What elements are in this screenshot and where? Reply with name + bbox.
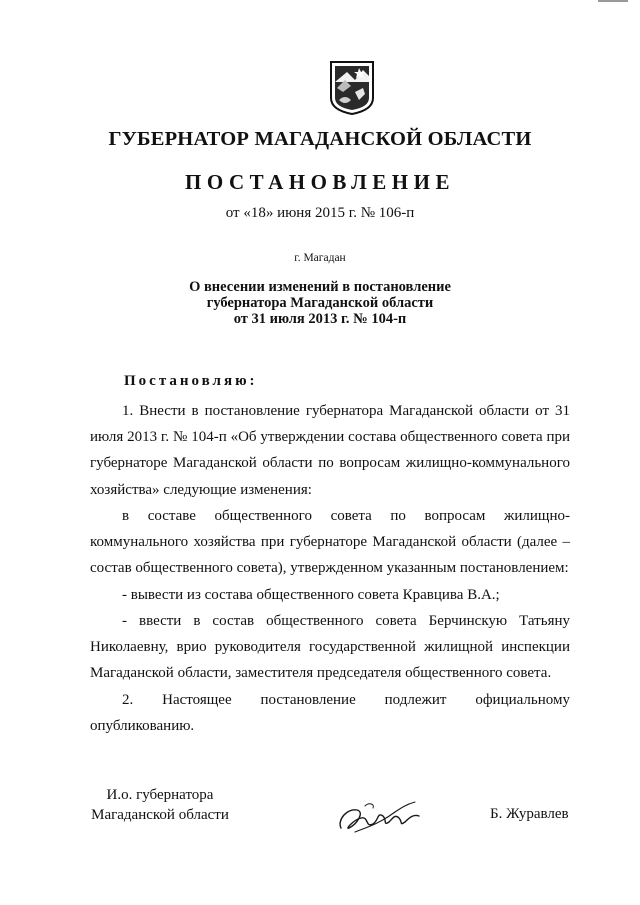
subject-line: от 31 июля 2013 г. № 104-п: [233, 311, 407, 327]
body-paragraph: 2. Настоящее постановление подлежит официальному опубликованию.: [90, 692, 570, 735]
issuing-authority: ГУБЕРНАТОР МАГАДАНСКОЙ ОБЛАСТИ: [108, 128, 532, 150]
coat-of-arms-icon: [329, 58, 375, 116]
document-type: ПОСТАНОВЛЕНИЕ: [185, 170, 455, 194]
signatory-title-line: И.о. губернатора: [106, 787, 214, 803]
body-paragraph: 1. Внести в постановление губернатора Магаданской области от 31 июля 2013 г. № 104-п «Об утверждении состава общественного совета при губернаторе Магаданской области по вопросам жилищно-коммунального хозяйства» следующие изменения:: [90, 403, 570, 498]
body-paragraph: - вывести из состава общественного совета Кравцива В.А.;: [122, 587, 500, 603]
signatory-title: [90, 785, 230, 825]
subject-line: губернатора Магаданской области: [206, 295, 434, 311]
scan-mark: [598, 0, 628, 6]
signatory-name: Б. Журавлев: [490, 806, 569, 822]
document-subject: [0, 279, 640, 327]
body-paragraph: - ввести в состав общественного совета Берчинскую Татьяну Николаевну, врио руководителя государственной жилищной инспекции Магаданской области, заместителя председателя общественного совета.: [90, 613, 570, 682]
body-paragraph: в составе общественного совета по вопросам жилищно-коммунального хозяйства при губернаторе Магаданской области (далее – состав общественного совета), утвержденном указанным постановлением:: [90, 508, 570, 577]
subject-line: О внесении изменений в постановление: [189, 279, 451, 295]
decree-heading: Постановляю:: [124, 373, 258, 389]
document-date-number: от «18» июня 2015 г. № 106-п: [225, 205, 415, 221]
signatory-title-line: Магаданской области: [91, 807, 229, 823]
document-city: г. Магадан: [294, 252, 346, 264]
handwritten-signature-icon: [335, 798, 435, 836]
